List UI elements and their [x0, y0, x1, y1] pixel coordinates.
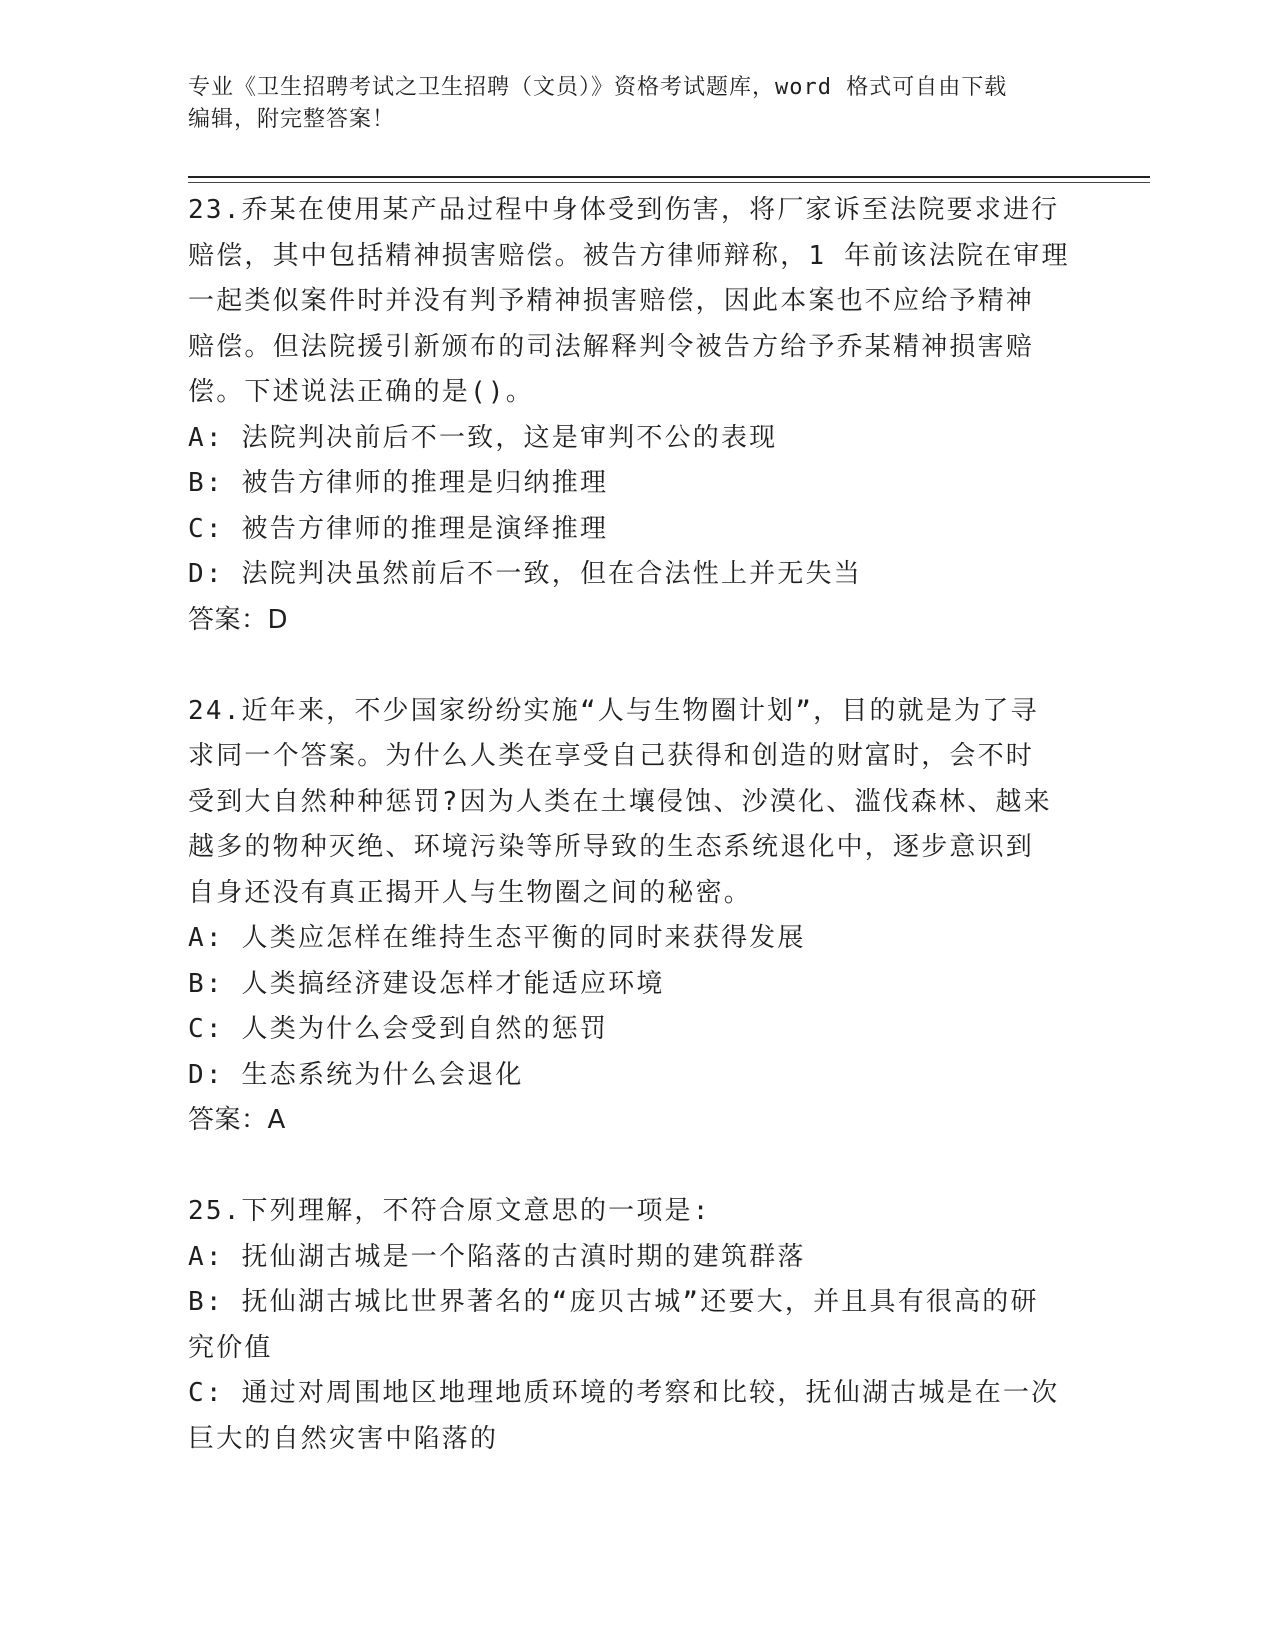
spacer: [188, 643, 1138, 689]
header-rule-thin: [188, 182, 1150, 183]
page-header: [188, 72, 1088, 136]
question-text-line: 越多的物种灭绝、环境污染等所导致的生态系统退化中，逐步意识到: [188, 832, 1035, 862]
option-d: D: 生态系统为什么会退化: [188, 1059, 524, 1090]
answer-line: 答案：D: [188, 604, 289, 635]
option-b-continued: 究价值: [188, 1332, 273, 1363]
question-text-line: 赔偿。但法院援引新颁布的司法解释判令被告方给予乔某精神损害赔: [188, 331, 1035, 362]
question-text-line: 偿。下述说法正确的是()。: [188, 377, 534, 407]
question-25: [188, 1189, 1138, 1462]
question-text-line: 一起类似案件时并没有判予精神损害赔偿，因此本案也不应给予精神: [188, 286, 1035, 316]
question-text-line: 24.近年来，不少国家纷纷实施“人与生物圈计划”，目的就是为了寻: [188, 695, 1039, 726]
question-24: [188, 689, 1138, 1144]
header-line: 专业《卫生招聘考试之卫生招聘（文员）》资格考试题库，word 格式可自由下载: [188, 75, 1008, 100]
option-c: C: 通过对周围地区地理地质环境的考察和比较，抚仙湖古城是在一次: [188, 1378, 1060, 1408]
option-b: B: 被告方律师的推理是归纳推理: [188, 468, 609, 498]
option-a: A: 抚仙湖古城是一个陷落的古滇时期的建筑群落: [188, 1241, 806, 1272]
option-b: B: 人类搞经济建设怎样才能适应环境: [188, 968, 665, 999]
option-c-continued: 巨大的自然灾害中陷落的: [188, 1423, 499, 1454]
question-text-line: 自身还没有真正揭开人与生物圈之间的秘密。: [188, 877, 753, 908]
option-c: C: 被告方律师的推理是演绎推理: [188, 513, 609, 544]
spacer: [188, 1144, 1138, 1190]
question-list: [188, 188, 1138, 1462]
question-text-line: 受到大自然种种惩罚?因为人类在土壤侵蚀、沙漠化、滥伐森林、越来: [188, 786, 1052, 817]
option-a: A: 法院判决前后不一致，这是审判不公的表现: [188, 422, 778, 453]
option-c: C: 人类为什么会受到自然的惩罚: [188, 1014, 609, 1044]
question-text-line: 赔偿，其中包括精神损害赔偿。被告方律师辩称，1 年前该法院在审理: [188, 240, 1070, 271]
option-a: A: 人类应怎样在维持生态平衡的同时来获得发展: [188, 923, 806, 953]
question-23: [188, 188, 1138, 643]
answer-line: 答案：A: [188, 1105, 286, 1135]
header-line: 编辑，附完整答案！: [188, 107, 396, 132]
question-text-line: 求同一个答案。为什么人类在享受自己获得和创造的财富时，会不时: [188, 741, 1035, 771]
question-text-line: 25.下列理解，不符合原文意思的一项是:: [188, 1196, 711, 1226]
option-b: B: 抚仙湖古城比世界著名的“庞贝古城”还要大，并且具有很高的研: [188, 1287, 1039, 1317]
question-text-line: 23.乔某在使用某产品过程中身体受到伤害，将厂家诉至法院要求进行: [188, 195, 1060, 225]
header-rule-thick: [188, 176, 1150, 178]
option-d: D: 法院判决虽然前后不一致，但在合法性上并无失当: [188, 559, 862, 589]
